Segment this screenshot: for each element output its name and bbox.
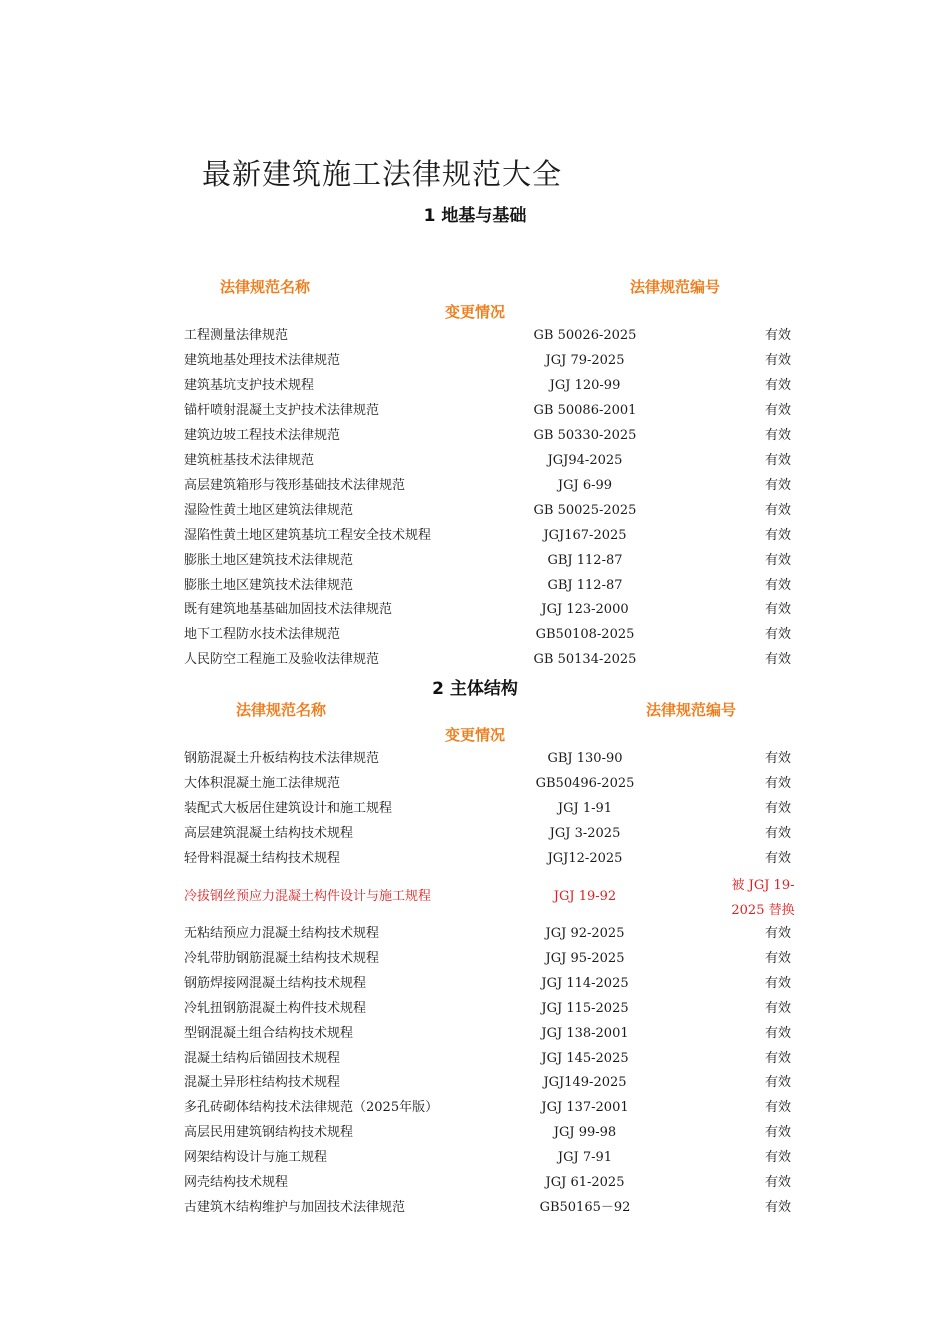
standard-name: 高层建筑混凝土结构技术规程 — [184, 825, 354, 841]
standard-code: GBJ 130-90 — [547, 751, 623, 766]
standard-status: 有效 — [764, 1000, 791, 1016]
standard-code: GB 50086-2001 — [533, 402, 637, 418]
standard-status: 有效 — [764, 825, 791, 841]
standard-name: 混凝土结构后锚固技术规程 — [184, 1050, 341, 1066]
standard-name: 高层建筑箱形与筏形基础技术法律规范 — [184, 477, 406, 493]
table-row — [0, 1096, 950, 1120]
standard-status: 有效 — [764, 1125, 791, 1141]
table-row — [0, 822, 950, 846]
standard-name: 冷轧带肋钢筋混凝土结构技术规程 — [184, 950, 380, 966]
standard-code: GB 50330-2025 — [533, 427, 637, 443]
standard-code: JGJ149-2025 — [543, 1075, 627, 1091]
standard-name: 网架结构设计与施工规程 — [184, 1150, 328, 1166]
standard-name: 湿陷性黄土地区建筑基坑工程安全技术规程 — [184, 527, 432, 543]
standard-name: 建筑边坡工程技术法律规范 — [184, 427, 341, 443]
table-row — [0, 922, 950, 946]
standard-status: 有效 — [764, 652, 791, 668]
standard-name: 建筑地基处理技术法律规范 — [184, 352, 341, 368]
document-title: 最新建筑施工法律规范大全 — [202, 157, 563, 191]
table-row — [0, 324, 950, 348]
standard-name: 多孔砖砌体结构技术法律规范（2025年版） — [184, 1100, 439, 1116]
standard-status: 有效 — [764, 627, 791, 643]
column-header-status: 变更情况 — [444, 726, 505, 744]
column-header-name: 法律规范名称 — [236, 701, 327, 719]
standard-name: 型钢混凝土组合结构技术规程 — [184, 1025, 354, 1041]
standard-status: 被 JGJ 19-2025 替换 — [731, 877, 795, 918]
standard-code: JGJ 92-2025 — [545, 925, 625, 941]
standard-code: GB 50134-2025 — [533, 652, 637, 668]
standard-name: 网壳结构技术规程 — [184, 1175, 289, 1191]
standard-name: 膨胀土地区建筑技术法律规范 — [184, 577, 354, 593]
standard-name: 钢筋焊接网混凝土结构技术规程 — [184, 975, 367, 991]
section-title: 2 主体结构 — [432, 679, 518, 699]
standard-name: 冷轧扭钢筋混凝土构件技术规程 — [184, 1000, 367, 1016]
standard-status: 有效 — [764, 1100, 791, 1116]
standard-code: GB50496-2025 — [535, 775, 635, 791]
standard-code: JGJ 145-2025 — [541, 1050, 629, 1066]
table-row — [0, 1022, 950, 1046]
table-row — [0, 997, 950, 1021]
standard-name: 工程测量法律规范 — [184, 328, 289, 343]
column-header-status: 变更情况 — [444, 303, 505, 321]
standard-status: 有效 — [764, 751, 791, 766]
standard-status: 有效 — [764, 477, 791, 493]
column-header-code: 法律规范编号 — [630, 278, 721, 296]
standard-name: 轻骨料混凝土结构技术规程 — [184, 850, 341, 866]
standard-status: 有效 — [764, 950, 791, 966]
table-row — [0, 524, 950, 548]
standard-name: 无粘结预应力混凝土结构技术规程 — [184, 925, 380, 941]
table-row — [0, 1196, 950, 1220]
table-row — [0, 877, 950, 918]
standard-code: JGJ167-2025 — [543, 527, 627, 543]
standard-code: JGJ 138-2001 — [541, 1025, 629, 1041]
standard-code: JGJ 61-2025 — [545, 1175, 625, 1191]
standard-name: 湿险性黄土地区建筑法律规范 — [184, 502, 354, 518]
standard-status: 有效 — [764, 402, 791, 418]
table-row — [0, 499, 950, 523]
standard-name: 冷拔钢丝预应力混凝土构件设计与施工规程 — [184, 888, 432, 904]
standard-code: JGJ 120-99 — [549, 377, 621, 393]
standard-status: 有效 — [764, 850, 791, 866]
standard-status: 有效 — [764, 602, 791, 618]
standard-name: 既有建筑地基基础加固技术法律规范 — [184, 602, 393, 618]
table-row — [0, 1121, 950, 1145]
standard-status: 有效 — [764, 1025, 791, 1041]
table-row — [0, 349, 950, 373]
standard-status: 有效 — [764, 925, 791, 941]
standard-code: JGJ 115-2025 — [541, 1000, 629, 1016]
standard-status: 有效 — [764, 527, 791, 543]
standard-status: 有效 — [764, 377, 791, 393]
standard-name: 膨胀土地区建筑技术法律规范 — [184, 552, 354, 568]
table-row — [0, 797, 950, 821]
standard-status: 有效 — [764, 1175, 791, 1191]
standard-name: 地下工程防水技术法律规范 — [184, 627, 341, 643]
standard-status: 有效 — [764, 328, 791, 343]
table-row — [0, 1146, 950, 1170]
standard-code: JGJ 123-2000 — [541, 602, 629, 618]
table-row — [0, 648, 950, 672]
standard-name: 锚杆喷射混凝土支护技术法律规范 — [184, 402, 380, 418]
standard-status: 有效 — [764, 577, 791, 593]
table-row — [0, 449, 950, 473]
standard-status: 有效 — [764, 1075, 791, 1091]
table-row — [0, 399, 950, 423]
table-row — [0, 424, 950, 448]
standard-code: JGJ 3-2025 — [549, 825, 621, 841]
standard-code: JGJ 95-2025 — [545, 950, 625, 966]
table-row — [0, 772, 950, 796]
table-row — [0, 598, 950, 622]
standard-code: GB50165－92 — [539, 1200, 631, 1216]
table-row — [0, 1047, 950, 1071]
standard-status: 有效 — [764, 800, 791, 816]
standard-code: JGJ 6-99 — [557, 477, 613, 493]
standard-code: GB 50025-2025 — [533, 502, 637, 518]
table-row — [0, 947, 950, 971]
standard-name: 钢筋混凝土升板结构技术法律规范 — [184, 751, 380, 766]
table-row — [0, 847, 950, 871]
standard-code: JGJ 114-2025 — [541, 975, 629, 991]
table-row — [0, 1171, 950, 1195]
standard-status: 有效 — [764, 775, 791, 791]
standard-status: 有效 — [764, 352, 791, 368]
table-row — [0, 574, 950, 598]
standard-status: 有效 — [764, 1150, 791, 1166]
standard-status: 有效 — [764, 502, 791, 518]
standard-name: 建筑基坑支护技术规程 — [184, 377, 315, 393]
standard-name: 混凝土异形柱结构技术规程 — [184, 1075, 341, 1091]
standard-name: 古建筑木结构维护与加固技术法律规范 — [184, 1200, 406, 1216]
standard-status: 有效 — [764, 1050, 791, 1066]
standard-code: JGJ12-2025 — [547, 850, 623, 866]
standard-code: JGJ 19-92 — [553, 888, 617, 904]
standard-code: JGJ 99-98 — [553, 1125, 617, 1141]
standard-code: JGJ 137-2001 — [541, 1100, 629, 1116]
standard-code: GB50108-2025 — [535, 627, 635, 643]
table-row — [0, 474, 950, 498]
table-row — [0, 374, 950, 398]
standard-status: 有效 — [764, 975, 791, 991]
section-title: 1 地基与基础 — [423, 206, 527, 226]
table-row — [0, 623, 950, 647]
standard-status: 有效 — [764, 1200, 791, 1216]
standard-name: 大体积混凝土施工法律规范 — [184, 775, 341, 791]
table-row — [0, 747, 950, 771]
column-header-name: 法律规范名称 — [220, 278, 311, 296]
standard-code: GBJ 112-87 — [547, 577, 623, 593]
standard-name: 装配式大板居住建筑设计和施工规程 — [184, 800, 393, 816]
standard-name: 人民防空工程施工及验收法律规范 — [184, 652, 380, 668]
table-row — [0, 1071, 950, 1095]
standard-status: 有效 — [764, 552, 791, 568]
table-row — [0, 972, 950, 996]
standard-code: JGJ94-2025 — [547, 452, 623, 468]
standard-status: 有效 — [764, 452, 791, 468]
standard-name: 建筑桩基技术法律规范 — [184, 452, 315, 468]
standard-code: GBJ 112-87 — [547, 552, 623, 568]
standard-code: JGJ 79-2025 — [545, 352, 625, 368]
table-row — [0, 549, 950, 573]
standard-code: JGJ 1-91 — [557, 800, 613, 816]
standard-code: JGJ 7-91 — [557, 1150, 613, 1166]
standard-status: 有效 — [764, 427, 791, 443]
standard-code: GB 50026-2025 — [533, 328, 637, 343]
standard-name: 高层民用建筑钢结构技术规程 — [184, 1125, 354, 1141]
column-header-code: 法律规范编号 — [646, 701, 737, 719]
